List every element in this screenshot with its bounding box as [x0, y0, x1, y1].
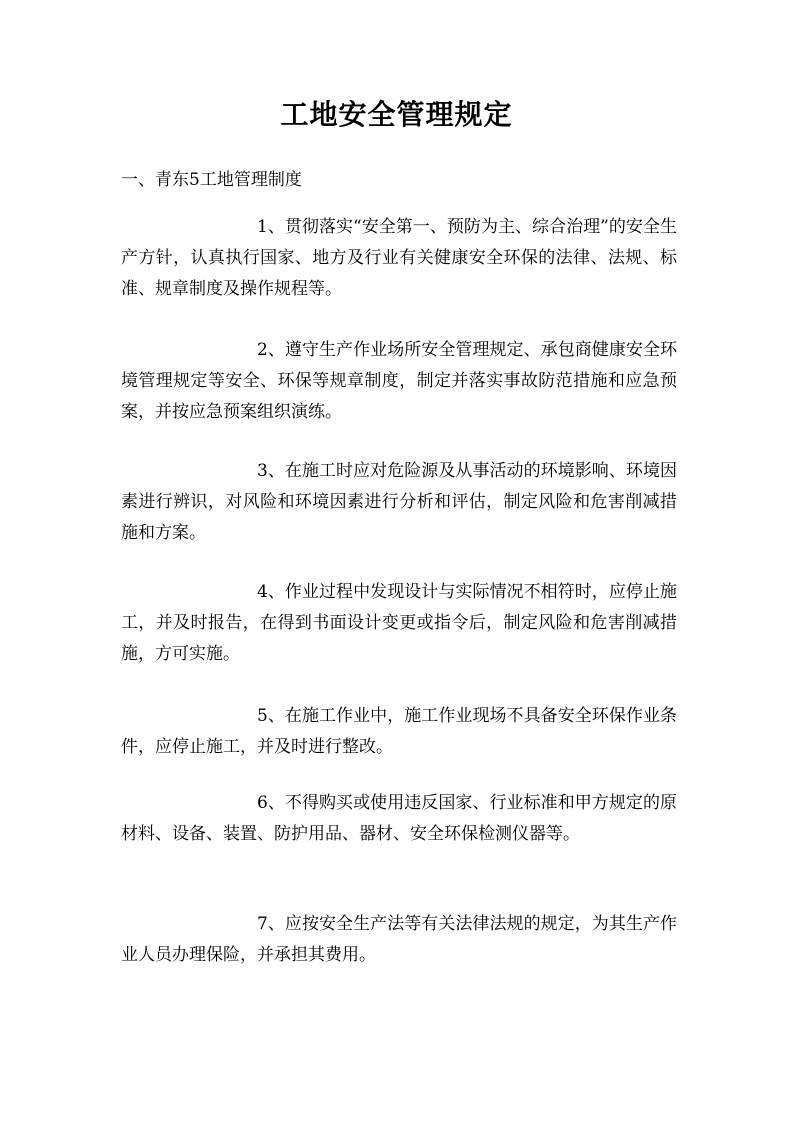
document-title: 工地安全管理规定	[280, 98, 513, 131]
paragraph-6: 6、不得购买或使用违反国家、行业标准和甲方规定的原材料、设备、装置、防护用品、器材、安全环保检测仪器等。	[121, 793, 677, 844]
paragraph-7: 7、应按安全生产法等有关法律法规的规定，为其生产作业人员办理保险，并承担其费用。	[121, 914, 677, 965]
paragraph-1: 1、贯彻落实“安全第一、预防为主、综合治理”的安全生产方针，认真执行国家、地方及行业有关健康安全环保的法律、法规、标准、规章制度及操作规程等。	[121, 217, 677, 299]
paragraph-2: 2、遵守生产作业场所安全管理规定、承包商健康安全环境管理规定等安全、环保等规章制度，制定并落实事故防范措施和应急预案，并按应急预案组织演练。	[121, 340, 677, 422]
section-heading: 一、青东5工地管理制度	[121, 170, 302, 190]
paragraph-5: 5、在施工作业中，施工作业现场不具备安全环保作业条件，应停止施工，并及时进行整改。	[121, 706, 677, 757]
paragraph-4: 4、作业过程中发现设计与实际情况不相符时，应停止施工，并及时报告，在得到书面设计变更或指令后，制定风险和危害削减措施，方可实施。	[121, 582, 677, 664]
paragraph-3: 3、在施工时应对危险源及从事活动的环境影响、环境因素进行辨识，对风险和环境因素进行分析和评估，制定风险和危害削减措施和方案。	[121, 461, 677, 543]
